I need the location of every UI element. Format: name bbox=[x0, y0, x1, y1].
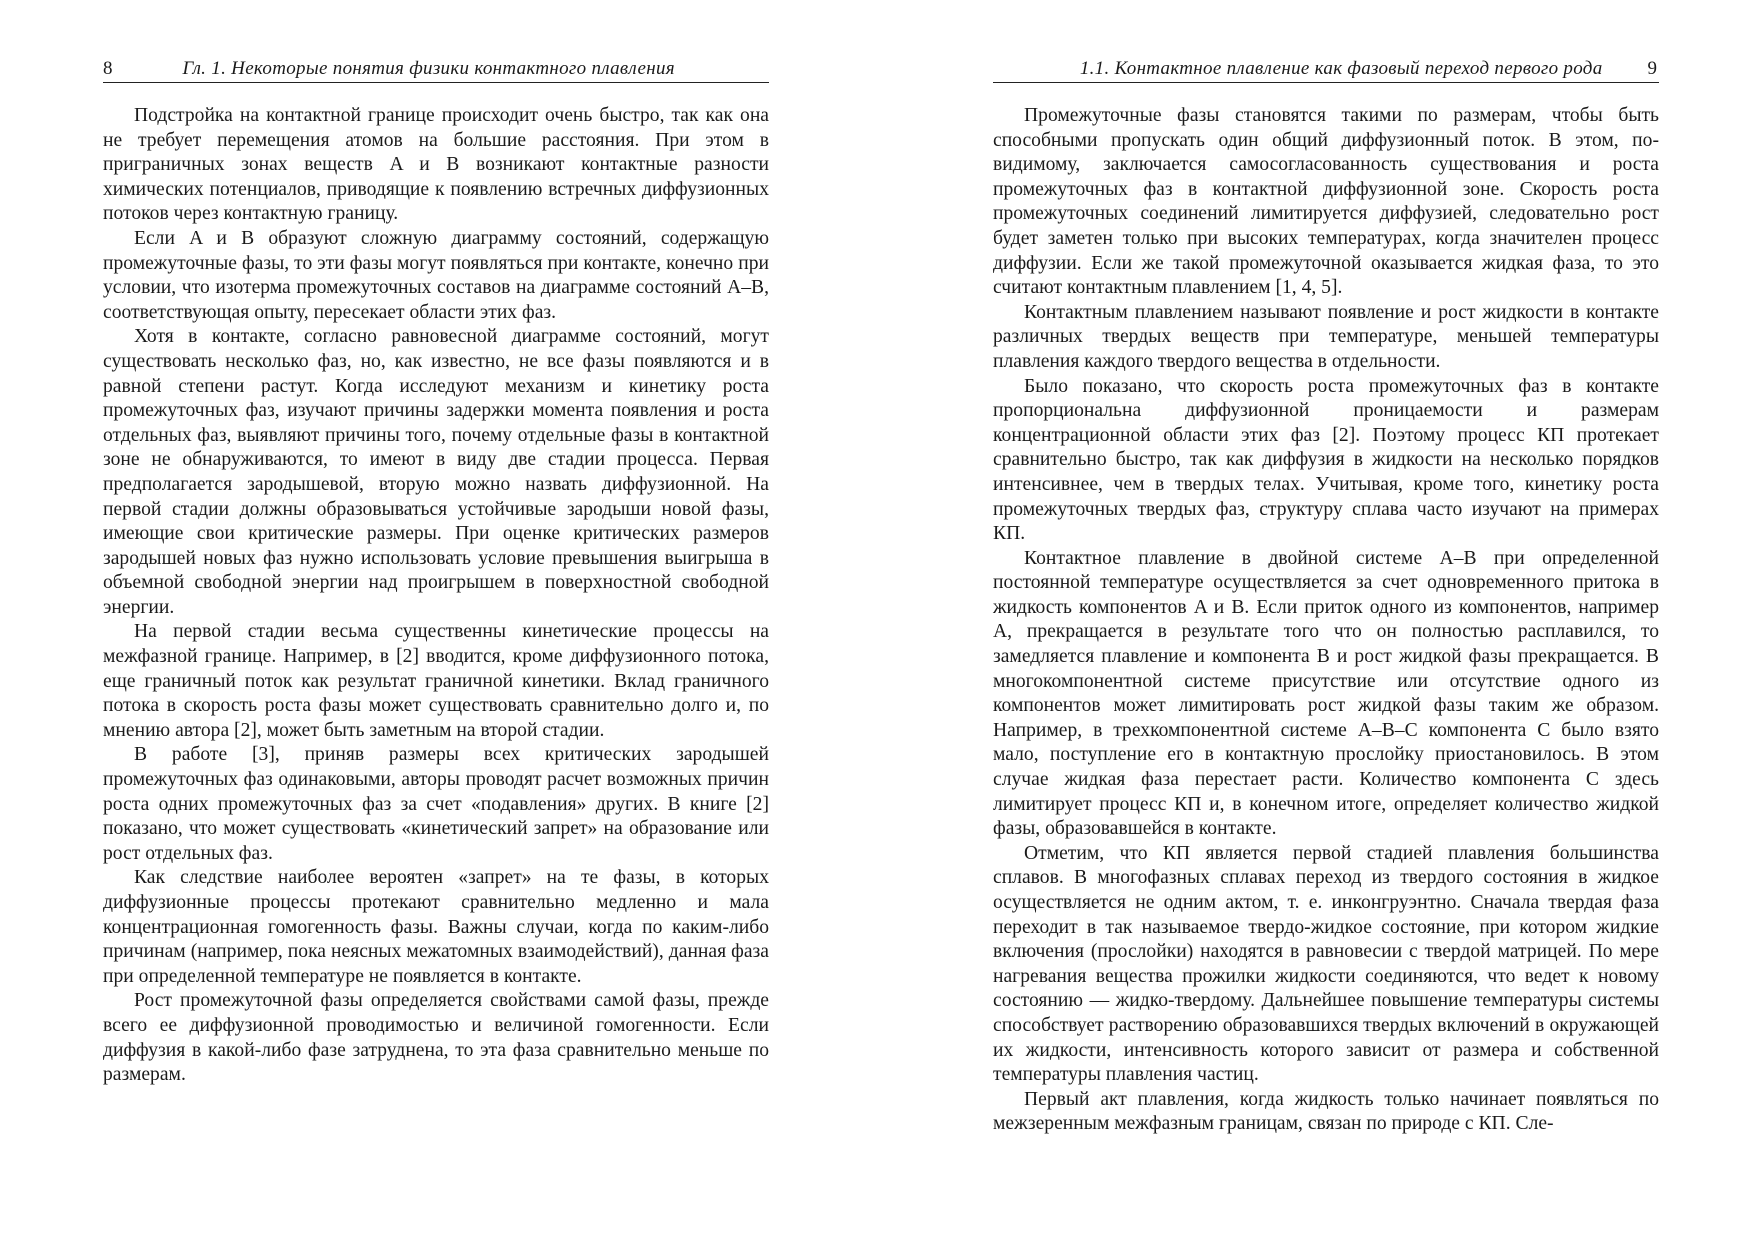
paragraph: Было показано, что скорость роста промежуточных фаз в контакте пропорциональна диффузионной проницаемости и размерам концентрационной области этих фаз [2]. Поэтому процесс КП протекает сравнительно быстро, так как диффузия в жидкости на несколько порядков интенсивнее, чем в твердых телах. Учитывая, кроме того, кинетику роста промежуточных твердых фаз, структуру сплава часто изучают на примерах КП. bbox=[993, 375, 1659, 545]
paragraph: Как следствие наиболее вероятен «запрет» на те фазы, в которых диффузионные процессы протекают сравнительно медленно и мала концентрационная гомогенность фазы. Важны случаи, когда по каким-либо причинам (например, пока неясных межатомных взаимодействий), данная фаза при определенной температуре не появляется в контакте. bbox=[103, 867, 769, 987]
paragraph: Подстройка на контактной границе происходит очень быстро, так как она не требует перемещения атомов на большие расстояния. При этом в приграничных зонах веществ A и B возникают контактные разности химических потенциалов, приводящие к появлению встречных диффузионных потоков через контактную границу. bbox=[103, 105, 769, 225]
left-page bbox=[103, 0, 769, 1241]
right-page bbox=[993, 0, 1659, 1241]
paragraph: В работе [3], приняв размеры всех критических зародышей промежуточных фаз одинаковыми, авторы проводят расчет возможных причин роста одних промежуточных фаз за счет «подавления» других. В книге [2] показано, что может существовать «кинетический запрет» на образование или рост отдельных фаз. bbox=[103, 744, 769, 864]
left-page-body bbox=[103, 104, 769, 1088]
left-page-number: 8 bbox=[103, 58, 113, 79]
paragraph: Если A и B образуют сложную диаграмму состояний, содержащую промежуточные фазы, то эти фазы могут появляться при контакте, конечно при условии, что изотерма промежуточных составов на диаграмме состояний A–B, соответствующая опыту, пересекает области этих фаз. bbox=[103, 227, 769, 323]
left-page-header bbox=[103, 52, 769, 83]
right-page-body bbox=[993, 104, 1659, 1137]
left-running-head: Гл. 1. Некоторые понятия физики контактного плавления bbox=[182, 58, 675, 79]
paragraph: Отметим, что КП является первой стадией плавления большинства сплавов. В многофазных сплавах переход из твердого состояния в жидкое осуществляется не одним актом, т. е. инконгруэнтно. Сначала твердая фаза переходит в так называемое твердо-жидкое состояние, при котором жидкие включения (прослойки) находятся в равновесии с твердой матрицей. По мере нагревания вещества прожилки жидкости соединяются, что ведет к новому состоянию — жидко-твердому. Дальнейшее повышение температуры системы способствует растворению образовавшихся твердых включений в окружающей их жидкости, интенсивность которого зависит от размера и собственной температуры плавления частиц. bbox=[993, 842, 1659, 1086]
paragraph: На первой стадии весьма существенны кинетические процессы на межфазной границе. Например, в [2] вводится, кроме диффузионного потока, еще граничный поток как результат граничной кинетики. Вклад граничного потока в скорость роста фазы может существовать сравнительно долго и, по мнению автора [2], может быть заметным на второй стадии. bbox=[103, 621, 769, 741]
right-running-head: 1.1. Контактное плавление как фазовый переход первого рода bbox=[1079, 58, 1603, 79]
paragraph: Хотя в контакте, согласно равновесной диаграмме состояний, могут существовать несколько фаз, но, как известно, не все фазы появляются и в равной степени растут. Когда исследуют механизм и кинетику роста промежуточных фаз, изучают причины задержки момента появления и роста отдельных фаз, выявляют причины того, почему отдельные фазы в контактной зоне не обнаруживаются, то имеют в виду две стадии процесса. Первая предполагается зародышевой, вторую можно назвать диффузионной. На первой стадии должны образовываться устойчивые зародыши новой фазы, имеющие свои критические размеры. При оценке критических размеров зародышей новых фаз нужно использовать условие превышения выигрыша в объемной свободной энергии над проигрышем в поверхностной свободной энергии. bbox=[103, 326, 769, 618]
paragraph: Контактное плавление в двойной системе A–B при определенной постоянной температуре осуществляется за счет одновременного притока в жидкость компонентов A и B. Если приток одного из компонентов, например A, прекращается в результате того что он полностью расплавился, то замедляется плавление и компонента B и рост жидкой фазы прекращается. В многокомпонентной системе присутствие или отсутствие одного из компонентов может лимитировать рост жидкой фазы таким же образом. Например, в трехкомпонентной системе A–B–C компонента C было взято мало, поступление его в контактную прослойку приостановилось. В этом случае жидкая фаза перестает расти. Количество компонента C здесь лимитирует процесс КП и, в конечном итоге, определяет количество жидкой фазы, образовавшейся в контакте. bbox=[993, 547, 1659, 840]
paragraph: Рост промежуточной фазы определяется свойствами самой фазы, прежде всего ее диффузионной проводимостью и величиной гомогенности. Если диффузия в какой-либо фазе затруднена, то эта фаза сравнительно меньше по размерам. bbox=[103, 990, 769, 1086]
paragraph: Первый акт плавления, когда жидкость только начинает появляться по межзеренным межфазным границам, связан по природе с КП. Сле- bbox=[993, 1088, 1659, 1135]
right-page-header bbox=[993, 52, 1659, 83]
paragraph: Контактным плавлением называют появление и рост жидкости в контакте различных твердых веществ при температуре, меньшей температуры плавления каждого твердого вещества в отдельности. bbox=[993, 301, 1659, 372]
right-page-number: 9 bbox=[1647, 58, 1657, 79]
paragraph: Промежуточные фазы становятся такими по размерам, чтобы быть способными пропускать один общий диффузионный поток. В этом, по-видимому, заключается самосогласованность существования и роста промежуточных фаз в контактной диффузионной зоне. Скорость роста промежуточных соединений лимитируется диффузией, следовательно рост будет заметен только при высоких температурах, когда значителен процесс диффузии. Если же такой промежуточной оказывается жидкая фаза, то это считают контактным плавлением [1, 4, 5]. bbox=[993, 105, 1659, 299]
